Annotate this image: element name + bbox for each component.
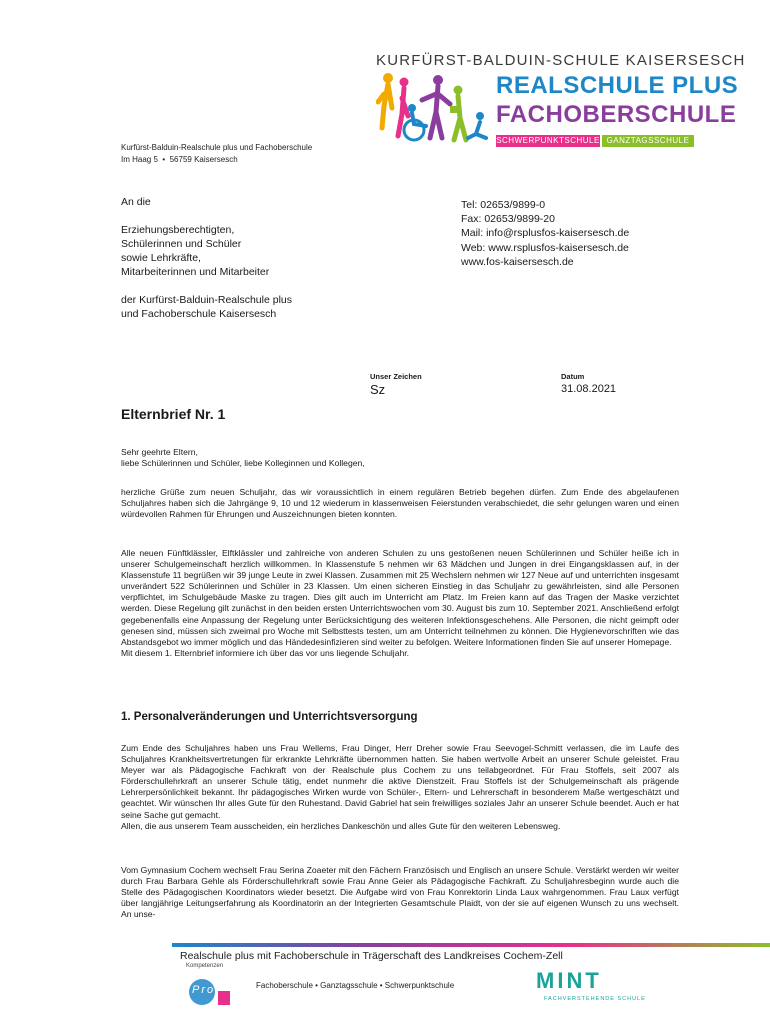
paragraph-2-last: Mit diesem 1. Elternbrief informiere ich über das vor uns liegende Schuljahr. [121,647,410,658]
letter-title: Elternbrief Nr. 1 [121,406,226,422]
recipient-school-line: und Fachoberschule Kaisersesch [121,308,277,320]
sender-name: Kurfürst-Balduin-Realschule plus und Fachoberschule [121,143,313,152]
contact-web-fos[interactable]: www.fos-kaisersesch.de [461,255,574,268]
salutation-line-2: liebe Schülerinnen und Schüler, liebe Kolleginnen und Kollegen, [121,458,365,469]
kompetenz-label: Kompetenzen [186,963,224,969]
recipient-an-die: An die [121,196,151,208]
datum-value: 31.08.2021 [561,383,617,395]
sender-city: 56759 Kaisersesch [169,155,238,164]
footer-main-text: Realschule plus mit Fachoberschule in Trägerschaft des Landkreises Cochem-Zell [180,950,563,962]
salutation [121,447,679,469]
paragraph-2-block [121,548,679,659]
zeichen-label: Unser Zeichen [370,372,422,381]
recipient-line: Mitarbeiterinnen und Mitarbeiter [121,266,270,278]
tag-ganztagsschule: GANZTAGSSCHULE [602,135,694,147]
datum-label: Datum [561,372,585,381]
contact-fax: Fax: 02653/9899-20 [461,213,555,226]
contact-mail[interactable]: Mail: info@rsplusfos-kaisersesch.de [461,227,630,240]
school-logo-figures-icon [376,68,492,150]
sender-street-city: Im Haag 5 • 56759 Kaisersesch [121,155,238,164]
recipient-line: sowie Lehrkräfte, [121,252,201,264]
recipient-block [121,195,292,321]
paragraph-2: Alle neuen Fünftklässler, Elftklässler und zahlreiche von anderen Schulen zu uns gestoßenen neuen Schülerinnen und Schüler heiße ich in unserer Schulgemeinschaft herzlich willkommen. In Klassenstufe 5 nehmen wir 63 Mädchen und Jungen in drei Eingangsklassen auf, in der Klassenstufe 11 begrüßen wir 39 junge Leute in zwei Klassen. Zusammen mit 25 Wechslern nehmen wir 127 Neue auf und unterrichten insgesamt unverändert 522 Schülerinnen und Schüler in 23 Klassen. Um einen sicheren Einstieg in das Schuljahr zu gewährleisten, sind alle Personen verpflichtet, im Schulgebäude Maske zu tragen. Dies gilt auch im Unterricht am Platz. Im Freien kann auf das Tragen der Maske verzichtet werden. Diese Regelung gilt zunächst in den beiden ersten Unterrichtswochen vom 30. August bis zum 10. September 2021. Anschließend erfolgt gegebenenfalls eine Anpassung der Regelung unter Berücksichtigung des weiteren Infektionsgeschehens. Alle Personen, die nicht geimpft oder genesen sind, müssen sich zweimal pro Woche mit Selbsttests testen, um am Unterricht teilnehmen zu können. Die Hygienevorschriften wie das Abstandsgebot wo immer möglich und das Händedesinfizieren sind weiter zu befolgen. Weitere Informationen finden Sie auf unserer Homepage. [121,548,679,647]
paragraph-3-block [121,743,679,832]
contact-tel: Tel: 02653/9899-0 [461,199,546,211]
footer-divider [172,943,770,947]
realschule-title: REALSCHULE PLUS [496,72,739,99]
paragraph-1: herzliche Grüße zum neuen Schuljahr, das wir voraussichtlich in einem regulären Betrieb begehen dürfen. Zum Ende des abgelaufenen Schuljahres haben sich die Jahrgänge 9, 10 und 12 wiederum in klassenweisen Feierstunden verabschiedet, die sehr gelungen waren und einen würdevollen Rahmen für Ehrungen und Auszeichnungen bieten konnten. [121,487,679,520]
recipient-line: Schülerinnen und Schüler [121,238,242,250]
section-1-title: 1. Personalveränderungen und Unterrichtsversorgung [121,711,418,723]
prof-logo-text: Prof [192,984,221,996]
paragraph-3: Zum Ende des Schuljahres haben uns Frau Wellems, Frau Dinger, Herr Dreher sowie Frau Seevogel-Schmitt verlassen, die im Laufe des Schuljahres Krankheitsvertretungen für erkrankte Lehrkräfte übernommen hatten. Sie haben wertvolle Arbeit an unserer Schule geleistet. Frau Meyer war als Pädagogische Fachkraft von der Realschule plus Cochem zu uns teilabgeordnet. Für Frau Stoffels, seit 2007 als Förderschullehrkraft an unserer Schule tätig, endet nunmehr die aktive Dienstzeit. Frau Stoffels ist der Schulgemeinschaft als prägende Lehrerpersönlichkeit bekannt. Ihr pädagogisches Wirken wurde von Schüler-, Eltern- und Lehrerschaft in besonderem Maße wertgeschätzt und geachtet. Wir wünschen Ihr alles Gute für den Ruhestand. David Gabriel hat sein freiwilliges soziales Jahr an unserer Schule beendet. Auch er hat seine Sache gut gemacht. [121,743,679,820]
mint-logo-sub: FACHVERSTEHENDE SCHULE [544,996,646,1002]
sender-address [121,142,312,166]
paragraph-3-last: Allen, die aus unserem Team ausscheiden, ein herzliches Dankeschön und alles Gute für den weiteren Lebensweg. [121,820,561,831]
salutation-line-1: Sehr geehrte Eltern, [121,447,198,457]
zeichen-value: Sz [370,382,386,397]
contact-web[interactable]: Web: www.rsplusfos-kaisersesch.de [461,241,629,254]
school-name: KURFÜRST-BALDUIN-SCHULE KAISERSESCH [376,52,746,69]
paragraph-4: Vom Gymnasium Cochem wechselt Frau Serina Zoaeter mit den Fächern Französisch und Englisch an unsere Schule. Verstärkt werden wir weiter durch Frau Barbara Gehle als Förderschullehrkraft sowie Frau Anne Geier als Pädagogische Fachkraft. Zu Schuljahresbeginn wurde auch die Stelle des Pädagogischen Koordinators wieder besetzt. Die Aufgabe wird von Frau Konrektorin Linda Laux wahrgenommen. Frau Laux verfügt über langjährige Leitungserfahrung als Koordinatorin an der Integrierten Gesamtschule Plaidt, von der sie auf eigenen Wunsch zu uns wechselt. An unse- [121,865,679,920]
mint-logo: MINT [536,968,602,993]
sender-street: Im Haag 5 [121,155,158,164]
contact-block [461,198,629,269]
fachoberschule-title: FACHOBERSCHULE [496,101,737,128]
recipient-school-line: der Kurfürst-Balduin-Realschule plus [121,294,292,306]
prof-logo [184,973,232,1007]
footer-sub-text: Fachoberschule • Ganztagsschule • Schwerpunktschule [256,981,455,990]
recipient-line: Erziehungsberechtigten, [121,224,235,236]
tag-schwerpunktschule: SCHWERPUNKTSCHULE [496,136,600,145]
